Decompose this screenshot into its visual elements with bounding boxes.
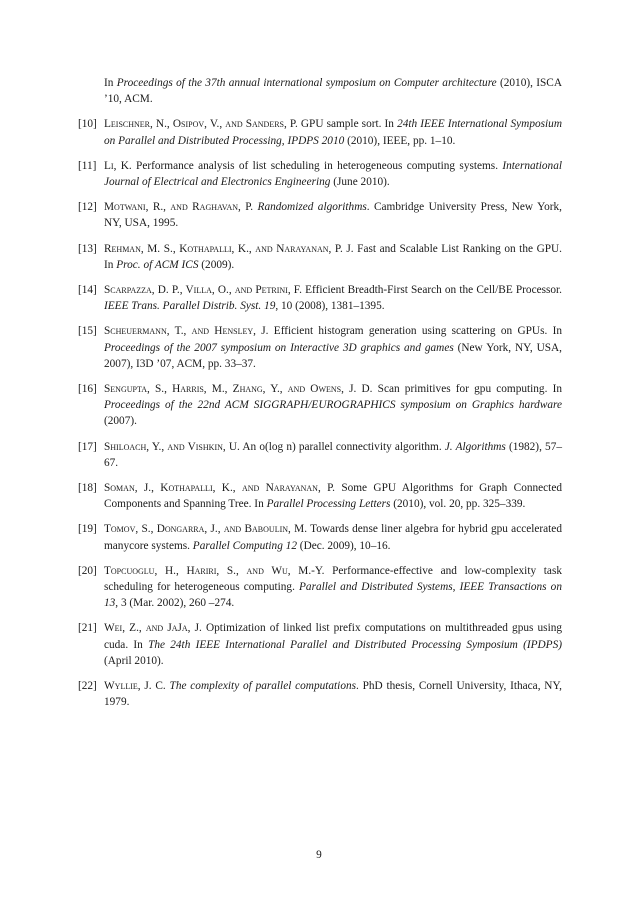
reference-list [78, 75, 562, 720]
reference-text: (April 2010). [104, 654, 164, 667]
reference-text: (New York, NY, USA, 2007), I3D ’07, ACM, pp. 33–37. [104, 341, 562, 370]
reference-text: , 3 (Mar. 2002), 260 –274. [115, 597, 235, 610]
reference-text: Towards dense liner algebra for hybrid gpu accelerated manycore systems. [104, 523, 562, 552]
reference-entry [78, 439, 562, 471]
reference-authors: Rehman, M. S., Kothapalli, K., and Narayanan, P. J. [104, 242, 354, 255]
reference-entry [78, 158, 562, 190]
reference-venue: Parallel Computing 12 [192, 539, 297, 552]
reference-number: [19] [78, 523, 97, 536]
reference-venue: Proceedings of the 22nd ACM SIGGRAPH/EUROGRAPHICS symposium on Graphics hardware [104, 399, 562, 412]
reference-number: [18] [78, 482, 97, 495]
reference-authors: Scarpazza, D. P., Villa, O., and Petrini, F. [104, 284, 302, 297]
reference-number: [10] [78, 118, 97, 131]
reference-text: (2010), vol. 20, pp. 325–339. [390, 498, 526, 511]
reference-text: (2007). [104, 415, 137, 428]
reference-entry [78, 678, 562, 710]
reference-text: Scan primitives for gpu computing. In [372, 383, 562, 396]
reference-authors: Soman, J., Kothapalli, K., and Narayanan, P. [104, 482, 335, 495]
reference-venue: Proceedings of the 2007 symposium on Interactive 3D graphics and games [104, 341, 454, 354]
reference-venue: The complexity of parallel computations [169, 680, 357, 693]
reference-authors: Shiloach, Y., and Vishkin, U. [104, 440, 240, 453]
reference-entry [78, 620, 562, 669]
reference-entry [78, 241, 562, 273]
reference-entry [78, 480, 562, 512]
reference-text: Efficient histogram generation using scattering on GPUs. In [268, 325, 563, 338]
reference-venue: Parallel and Distributed Systems, IEEE Transactions on 13 [104, 581, 562, 610]
reference-number: [21] [78, 622, 97, 635]
reference-entry [78, 199, 562, 231]
reference-entry [78, 323, 562, 372]
reference-number: [12] [78, 201, 97, 214]
reference-entry [78, 563, 562, 612]
reference-venue: IEEE Trans. Parallel Distrib. Syst. 19 [104, 300, 276, 313]
reference-text: (1982), 57–67. [104, 440, 562, 469]
reference-venue: Proc. of ACM ICS [116, 258, 199, 271]
reference-text: GPU sample sort. In [297, 118, 398, 131]
reference-text: Performance analysis of list scheduling in heterogeneous computing systems. [131, 159, 503, 172]
reference-text: An o(log n) parallel connectivity algorithm. [239, 440, 445, 453]
reference-authors: Tomov, S., Dongarra, J., and Baboulin, M. [104, 523, 308, 536]
reference-text: (2009). [198, 258, 235, 271]
reference-authors: Li, K. [104, 159, 132, 172]
reference-continuation [78, 75, 562, 107]
reference-authors: Motwani, R., and Raghavan, P. [104, 201, 254, 214]
page-number: 9 [316, 849, 322, 861]
reference-venue: Parallel Processing Letters [266, 498, 391, 511]
reference-authors: Wyllie, J. C. [104, 680, 166, 693]
reference-text: , 10 (2008), 1381–1395. [275, 300, 385, 313]
reference-venue: Proceedings of the 37th annual international symposium on Computer architecture [116, 77, 497, 89]
reference-text: (Dec. 2009), 10–16. [296, 539, 391, 552]
reference-venue: Randomized algorithms [257, 201, 367, 214]
reference-authors: Sengupta, S., Harris, M., Zhang, Y., and Owens, J. D. [104, 383, 373, 396]
reference-authors: Wei, Z., and JaJa, J. [104, 622, 202, 635]
reference-text: (2010), ISCA ’10, ACM. [104, 77, 562, 106]
reference-text: In [104, 77, 117, 89]
reference-text: Efficient Breadth-First Search on the Cell/BE Processor. [302, 284, 562, 297]
reference-number: [14] [78, 284, 97, 297]
reference-text: (June 2010). [330, 176, 390, 189]
reference-entry [78, 282, 562, 314]
reference-entry [78, 381, 562, 430]
reference-authors: Scheuermann, T., and Hensley, J. [104, 325, 269, 338]
reference-text: . PhD thesis, Cornell University, Ithaca, NY, 1979. [104, 680, 562, 709]
reference-text: (2010), IEEE, pp. 1–10. [344, 134, 456, 147]
reference-entry [78, 116, 562, 148]
reference-text: . Cambridge University Press, New York, NY, USA, 1995. [104, 201, 562, 230]
reference-text: Some GPU Algorithms for Graph Connected Components and Spanning Tree. In [104, 482, 562, 511]
reference-number: [20] [78, 564, 97, 577]
reference-entry [78, 521, 562, 553]
reference-text: Optimization of linked list prefix computations on multithreaded gpus using cuda. In [104, 622, 562, 651]
reference-text: Fast and Scalable List Ranking on the GPU. In [104, 242, 562, 271]
reference-venue: International Journal of Electrical and Electronics Engineering [104, 159, 562, 189]
reference-number: [11] [78, 159, 97, 172]
reference-text: Performance-effective and low-complexity task scheduling for heterogeneous computing. [104, 564, 562, 594]
reference-authors: Leischner, N., Osipov, V., and Sanders, P. [104, 118, 298, 131]
reference-authors: Topcuoglu, H., Hariri, S., and Wu, M.-Y. [104, 564, 325, 577]
reference-number: [13] [78, 242, 97, 255]
reference-number: [15] [78, 325, 97, 338]
reference-number: [22] [78, 680, 97, 693]
reference-number: [17] [78, 440, 97, 453]
reference-venue: J. Algorithms [444, 440, 506, 453]
reference-venue: 24th IEEE International Symposium on Parallel and Distributed Processing, IPDPS 2010 [104, 118, 562, 147]
reference-venue: The 24th IEEE International Parallel and Distributed Processing Symposium (IPDPS) [148, 638, 562, 651]
reference-number: [16] [78, 383, 97, 396]
